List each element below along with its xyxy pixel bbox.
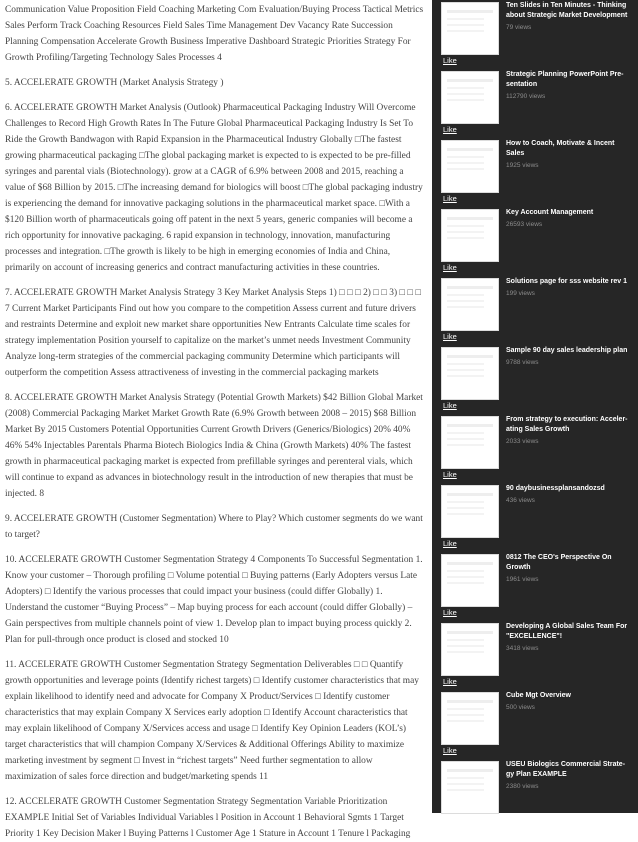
related-card-title[interactable]: Key Account Management 26593 views (506, 208, 632, 229)
slide-thumbnail[interactable] (441, 692, 499, 745)
slide-text-0: Communication Value Proposition Field Coaching Marketing Com Evaluation/Buying Process Tactical Metrics Sales Perform Track Coaching Resources Field Sales Time Management Dev Vacancy Rate Succession Planning Compensation Accelerate Growth Business Imperative Dashboard Strategic Priorities Strategy For Growth Profiling/Targeting Technology Sales Processes 4 (5, 5, 424, 63)
related-card-title[interactable]: How to Coach, Motivate & Incent Sales 1925 views (506, 139, 632, 170)
slide-text-9: 9. ACCELERATE GROWTH (Customer Segmentation) Where to Play? Which customer segments do we want to target? (5, 514, 423, 540)
like-link[interactable]: Like (443, 470, 457, 479)
related-card-title[interactable]: USEU Biologics Commercial Strate-gy Plan EXAMPLE 2380 views (506, 760, 632, 791)
slide-text-10: 10. ACCELERATE GROWTH Customer Segmentation Strategy 4 Components To Successful Segmentation 1. Know your customer – Thorough profiling □ Volume potential □ Buying patterns (Early Adopters versus Late Adopters) □ Identify the various processes that could impact your business (could differ Globally) 1. Understand the customer “Buying Process” – Map buying process for each account (could differ Globally) – Gain perspectives from multiple channels point of view 1. Develop plan to impact buying process quickly 2. Plan for pull-through once product is closed and stocked 10 (5, 555, 423, 645)
slide-text-8: 8. ACCELERATE GROWTH Market Analysis Strategy (Potential Growth Markets) $42 Billion Global Market (2008) Commercial Packaging Market Market Growth Rate (6.9% Growth between 2008 – 2015) $68 Billion Market By 2015 Customers Potential Opportunities Current Growth Drivers (Generics/Biologics) 20% 40% 46% 54% Injectables Parentals Pharma Biotech Biologics India & China (Growth Markets) 40% The fastest growth in pharmaceutical packaging market is expected from prefillable syringes and perenteral vials, which will continue to expand as advances in biotechnology result in the introduction of new therapies that must be injected. 8 (5, 393, 423, 499)
related-card-title[interactable]: Ten Slides in Ten Minutes - Thinking about Strategic Market Development 79 views (506, 1, 632, 32)
view-count: 2380 views (506, 783, 539, 790)
related-card-title[interactable]: Solutions page for sss website rev 1 199 views (506, 277, 632, 298)
view-count: 9788 views (506, 359, 539, 366)
related-card-title[interactable]: Sample 90 day sales leadership plan 9788 views (506, 346, 632, 367)
view-count: 3418 views (506, 645, 539, 652)
related-card[interactable] (432, 621, 638, 690)
slide-thumbnail[interactable] (441, 347, 499, 400)
view-count: 79 views (506, 24, 532, 31)
related-card[interactable] (432, 345, 638, 414)
related-card[interactable] (432, 690, 638, 759)
view-count: 26593 views (506, 221, 543, 228)
related-card-title[interactable]: Developing A Global Sales Team For "EXCELLENCE"! 3418 views (506, 622, 632, 653)
slide-text-11: 11. ACCELERATE GROWTH Customer Segmentation Strategy Segmentation Deliverables □ □ Quantify growth opportunities and leverage points (Identify richest targets) □ Identify customer characteristics that may explain likelihood to identify need and advocate for Company X Product/Services □ Identify customer characteristics that may explain Company X Services early adoption □ Identify Account characteristics that may explain likelihood of Company X/Services access and usage □ Identify Key Opinion Leaders (KOL’s) target characteristics that will champion Company X/Services & Additional Offerings Ability to maximize marketing investment by segment □ Invest in “richest targets” Need further segmentation to allow maximization of sales force direction and budget/marketing spends 11 (5, 660, 419, 782)
slide-thumbnail[interactable] (441, 2, 499, 55)
view-count: 436 views (506, 497, 535, 504)
related-card-title[interactable]: Strategic Planning PowerPoint Pre-sentation 112790 views (506, 70, 632, 101)
slide-thumbnail[interactable] (441, 554, 499, 607)
like-link[interactable]: Like (443, 746, 457, 755)
view-count: 199 views (506, 290, 535, 297)
slide-text-5: 5. ACCELERATE GROWTH (Market Analysis Strategy ) (5, 78, 224, 88)
slide-text-7: 7. ACCELERATE GROWTH Market Analysis Strategy 3 Key Market Analysis Steps 1) □ □ □ 2) □ □ 3) □ □ □ 7 Current Market Participants Find out how you compare to the competition Assess current and future drivers and restraints Determine and exploit new market share opportunities New Entrants Calculate time scales for strategy implementation Position yourself to capitalize on the market’s unmet needs Investment Community Analyze long-term strategies of the commercial packaging community Determine which participants will outperform the competition Assess attractiveness of investing in the commercial packaging markets (5, 288, 422, 378)
view-count: 112790 views (506, 93, 546, 100)
slide-thumbnail[interactable] (441, 761, 499, 814)
like-link[interactable]: Like (443, 194, 457, 203)
related-card[interactable] (432, 414, 638, 483)
related-card[interactable] (432, 483, 638, 552)
related-card[interactable] (432, 552, 638, 621)
like-link[interactable]: Like (443, 539, 457, 548)
like-link[interactable]: Like (443, 608, 457, 617)
related-card[interactable] (432, 759, 638, 828)
slide-thumbnail[interactable] (441, 140, 499, 193)
slide-thumbnail[interactable] (441, 209, 499, 262)
related-card[interactable] (432, 207, 638, 276)
related-card[interactable] (432, 276, 638, 345)
view-count: 1961 views (506, 576, 539, 583)
slide-thumbnail[interactable] (441, 71, 499, 124)
slide-thumbnail[interactable] (441, 278, 499, 331)
slide-thumbnail[interactable] (441, 416, 499, 469)
like-link[interactable]: Like (443, 677, 457, 686)
related-presentations-sidebar (432, 0, 638, 813)
like-link[interactable]: Like (443, 56, 457, 65)
like-link[interactable]: Like (443, 401, 457, 410)
slide-thumbnail[interactable] (441, 623, 499, 676)
view-count: 2033 views (506, 438, 539, 445)
related-card-title[interactable]: 0812 The CEO's Perspective On Growth 1961 views (506, 553, 632, 584)
like-link[interactable]: Like (443, 332, 457, 341)
related-card-title[interactable]: 90 daybusinessplansandozsd 436 views (506, 484, 632, 505)
slide-thumbnail[interactable] (441, 485, 499, 538)
related-card-title[interactable]: Cube Mgt Overview 500 views (506, 691, 632, 712)
related-card-title[interactable]: From strategy to execution: Acceler-ating Sales Growth 2033 views (506, 415, 632, 446)
related-card[interactable] (432, 0, 638, 69)
like-link[interactable]: Like (443, 125, 457, 134)
view-count: 500 views (506, 704, 535, 711)
slide-text-12: 12. ACCELERATE GROWTH Customer Segmentation Strategy Segmentation Variable Prioritization EXAMPLE Initial Set of Variables Individual Variables l Position in Account 1 Behavioral Sgmts 1 Target Priority 1 Key Decision Maker l Buying Patterns l Customer Age 1 Stature in Account 1 Tenure l Packaging (5, 797, 411, 839)
related-card[interactable] (432, 69, 638, 138)
slide-text-6: 6. ACCELERATE GROWTH Market Analysis (Outlook) Pharmaceutical Packaging Industry Will Overcome Challenges to Record High Growth Rates In The Future Global Pharmaceutical Packaging Industry Is Set To Ride the Growth Bandwagon with Rapid Expansion in the Pharmaceutical Industry Globally □The fastest growing pharmaceutical packaging □The global packaging market is expected to is expected to be pre-filled syringes and parental vials (Biotechnology). grow at a CAGR of 6.9% between 2008 and 2015, reaching a value of $68 Billion by 2015. □The increasing demand for biologics will boost □The global packaging industry is experiencing the demand for innovative packaging solutions in the pharmaceutical market space. □With a $120 Billion worth of pharmaceuticals going off patent in the next 5 years, generic companies will become a rich opportunity for innovative packaging. 6 rapid expansion in technology, innovation, manufacturing processes and integration. □The growth is likely to be high in emerging economies of India and China, primarily on account of increasing generics and contract manufacturing activities in these countries. (5, 103, 423, 273)
like-link[interactable]: Like (443, 263, 457, 272)
view-count: 1925 views (506, 162, 539, 169)
related-card[interactable] (432, 138, 638, 207)
